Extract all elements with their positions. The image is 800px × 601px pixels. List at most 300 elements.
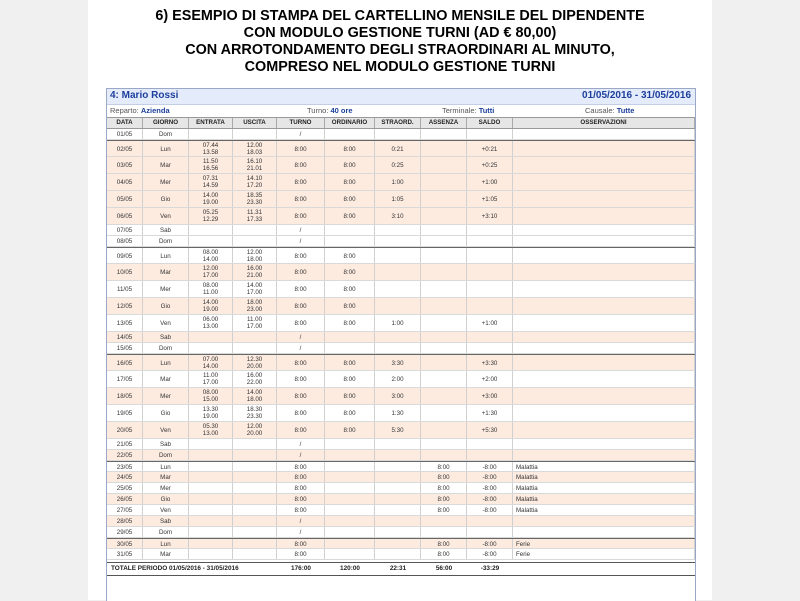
cell-text: 8:00 <box>294 196 307 203</box>
cell-ordinario <box>325 332 375 342</box>
cell-turno <box>277 483 325 493</box>
cell-turno <box>277 549 325 559</box>
cell-turno <box>277 191 325 207</box>
time-value: 18.35 <box>246 192 263 199</box>
cell-entrata <box>189 298 233 314</box>
time-value: 13.00 <box>202 430 219 437</box>
cell-data <box>107 332 143 342</box>
cell-uscita <box>233 225 277 235</box>
cell-text: 8:00 <box>294 541 307 548</box>
cell-saldo <box>467 343 513 353</box>
cell-text: Gio <box>160 410 171 417</box>
time-value: 05.30 <box>202 423 219 430</box>
cell-text: Sab <box>159 334 171 341</box>
cell-text: Malattia <box>516 507 538 514</box>
cell-text: Sab <box>159 227 171 234</box>
cell-ordinario <box>325 236 375 246</box>
table-row <box>107 422 695 439</box>
cell-text: 1:30 <box>391 410 404 417</box>
cell-straord <box>375 281 421 297</box>
cell-uscita <box>233 157 277 173</box>
cell-ordinario <box>325 264 375 280</box>
cell-straord <box>375 174 421 190</box>
cell-text: 8:00 <box>343 427 356 434</box>
cell-entrata <box>189 236 233 246</box>
cell-text: 8:00 <box>343 320 356 327</box>
time-value: 19.00 <box>202 306 219 313</box>
cell-text: 8:00 <box>437 496 450 503</box>
cell-giorno <box>143 527 189 537</box>
cell-data <box>107 494 143 504</box>
cell-giorno <box>143 225 189 235</box>
time-value: 13.00 <box>202 323 219 330</box>
cell-assenza <box>421 191 467 207</box>
cell-data <box>107 422 143 438</box>
cell-giorno <box>143 539 189 548</box>
cell-text: / <box>299 334 302 341</box>
cell-ordinario <box>325 141 375 156</box>
time-value: 19.00 <box>202 199 219 206</box>
cell-text: 18/05 <box>116 393 133 400</box>
cell-osservazioni <box>513 298 695 314</box>
cell-text: 05/05 <box>116 196 133 203</box>
cell-uscita <box>233 332 277 342</box>
time-value: 16.00 <box>246 372 263 379</box>
cell-assenza <box>421 527 467 537</box>
terminale-value: Tutti <box>478 106 495 115</box>
cell-entrata <box>189 191 233 207</box>
cell-giorno <box>143 355 189 370</box>
cell-text: Lun <box>160 541 171 548</box>
time-value: 14.00 <box>246 282 263 289</box>
cell-ordinario <box>325 549 375 559</box>
cell-text: 09/05 <box>116 253 133 260</box>
cell-text: 8:00 <box>294 551 307 558</box>
table-row <box>107 247 695 264</box>
cell-saldo <box>467 264 513 280</box>
cell-data <box>107 483 143 493</box>
cell-assenza <box>421 281 467 297</box>
column-header-osservazioni: OSSERVAZIONI <box>513 118 695 128</box>
cell-text: Mar <box>160 551 171 558</box>
cell-osservazioni <box>513 439 695 449</box>
cell-uscita <box>233 281 277 297</box>
cell-data <box>107 462 143 471</box>
cell-text: 8:00 <box>343 196 356 203</box>
cell-assenza <box>421 129 467 139</box>
cell-turno <box>277 129 325 139</box>
filters-bar <box>107 105 695 115</box>
cell-straord <box>375 371 421 387</box>
cell-giorno <box>143 129 189 139</box>
cell-osservazioni <box>513 505 695 515</box>
time-value: 05.25 <box>202 209 219 216</box>
cell-text: +0:25 <box>481 162 498 169</box>
cell-text: -8:00 <box>482 541 497 548</box>
cell-entrata <box>189 422 233 438</box>
cell-data <box>107 174 143 190</box>
cell-text: Dom <box>158 529 173 536</box>
time-value: 13.58 <box>202 149 219 156</box>
cell-text: 8:00 <box>294 496 307 503</box>
cell-osservazioni <box>513 343 695 353</box>
cell-text: Dom <box>158 131 173 138</box>
cell-turno <box>277 371 325 387</box>
cell-entrata <box>189 157 233 173</box>
heading-line-3: CON ARROTONDAMENTO DEGLI STRAORDINARI AL MINUTO, <box>185 42 615 58</box>
cell-text: 24/05 <box>116 474 133 481</box>
cell-text: / <box>299 518 302 525</box>
cell-straord <box>375 236 421 246</box>
cell-saldo <box>467 315 513 331</box>
cell-ordinario <box>325 388 375 404</box>
cell-ordinario <box>325 450 375 460</box>
cell-data <box>107 450 143 460</box>
filter-terminale <box>442 106 494 115</box>
time-value: 08.00 <box>202 389 219 396</box>
table-row <box>107 483 695 494</box>
cell-text: 15/05 <box>116 345 133 352</box>
cell-data <box>107 388 143 404</box>
cell-text: 8:00 <box>343 253 356 260</box>
table-row <box>107 332 695 343</box>
cell-data <box>107 539 143 548</box>
cell-text: 1:00 <box>391 320 404 327</box>
cell-text: 0:25 <box>391 162 404 169</box>
cell-text: +1:00 <box>481 320 498 327</box>
cell-ordinario <box>325 225 375 235</box>
cell-text: 22/05 <box>116 452 133 459</box>
cell-text: Ven <box>160 213 171 220</box>
cell-uscita <box>233 472 277 482</box>
employee-name: 4: Mario Rossi <box>110 90 179 101</box>
cell-text: Malattia <box>516 485 538 492</box>
cell-giorno <box>143 191 189 207</box>
cell-text: 14/05 <box>116 334 133 341</box>
cell-osservazioni <box>513 494 695 504</box>
cell-straord <box>375 516 421 526</box>
cell-saldo <box>467 355 513 370</box>
cell-data <box>107 129 143 139</box>
cell-assenza <box>421 208 467 224</box>
cell-straord <box>375 315 421 331</box>
cell-text: 8:00 <box>437 464 450 471</box>
cell-text: -8:00 <box>482 485 497 492</box>
cell-straord <box>375 157 421 173</box>
cell-turno <box>277 439 325 449</box>
cell-uscita <box>233 422 277 438</box>
cell-giorno <box>143 505 189 515</box>
cell-text: 26/05 <box>116 496 133 503</box>
cell-text: 8:00 <box>294 179 307 186</box>
cell-data <box>107 505 143 515</box>
cell-straord <box>375 505 421 515</box>
cell-osservazioni <box>513 208 695 224</box>
turno-value: 40 ore <box>330 106 353 115</box>
cell-assenza <box>421 472 467 482</box>
cell-turno <box>277 343 325 353</box>
table-row <box>107 494 695 505</box>
time-value: 20.00 <box>246 363 263 370</box>
column-header-entrata: ENTRATA <box>189 118 233 128</box>
cell-text: 8:00 <box>294 213 307 220</box>
cell-text: 11/05 <box>116 286 133 293</box>
cell-text: 8:00 <box>343 393 356 400</box>
cell-turno <box>277 388 325 404</box>
cell-ordinario <box>325 462 375 471</box>
time-value: 13.30 <box>202 406 219 413</box>
cell-straord <box>375 141 421 156</box>
cell-text: 8:00 <box>343 179 356 186</box>
cell-osservazioni <box>513 157 695 173</box>
table-row <box>107 439 695 450</box>
cell-text: Mer <box>160 286 171 293</box>
cell-saldo <box>467 405 513 421</box>
timesheet-card <box>106 88 696 601</box>
filter-causale <box>585 106 634 115</box>
cell-giorno <box>143 332 189 342</box>
cell-giorno <box>143 281 189 297</box>
cell-text: Lun <box>160 464 171 471</box>
cell-straord <box>375 129 421 139</box>
cell-uscita <box>233 462 277 471</box>
time-value: 08.00 <box>202 282 219 289</box>
cell-text: 8:00 <box>437 474 450 481</box>
cell-straord <box>375 225 421 235</box>
cell-text: +3:00 <box>481 393 498 400</box>
time-value: 11.00 <box>202 289 219 296</box>
cell-turno <box>277 472 325 482</box>
cell-giorno <box>143 315 189 331</box>
cell-entrata <box>189 332 233 342</box>
cell-text: -8:00 <box>482 464 497 471</box>
cell-giorno <box>143 248 189 263</box>
cell-uscita <box>233 483 277 493</box>
cell-giorno <box>143 388 189 404</box>
column-header-giorno: GIORNO <box>143 118 189 128</box>
cell-entrata <box>189 208 233 224</box>
cell-uscita <box>233 516 277 526</box>
cell-uscita <box>233 371 277 387</box>
cell-text: / <box>299 529 302 536</box>
cell-text: / <box>299 227 302 234</box>
cell-osservazioni <box>513 264 695 280</box>
time-value: 14.00 <box>246 389 263 396</box>
time-value: 17.00 <box>202 379 219 386</box>
cell-text: 8:00 <box>294 320 307 327</box>
terminale-label: Terminale: <box>442 106 477 115</box>
cell-saldo <box>467 225 513 235</box>
cell-text: Dom <box>158 345 173 352</box>
cell-text: Lun <box>160 360 171 367</box>
cell-turno <box>277 157 325 173</box>
cell-saldo <box>467 298 513 314</box>
cell-data <box>107 315 143 331</box>
cell-text: 8:00 <box>437 551 450 558</box>
cell-giorno <box>143 157 189 173</box>
column-header-uscita: USCITA <box>233 118 277 128</box>
cell-text: 8:00 <box>437 507 450 514</box>
cell-uscita <box>233 315 277 331</box>
cell-osservazioni <box>513 462 695 471</box>
cell-assenza <box>421 157 467 173</box>
cell-ordinario <box>325 527 375 537</box>
employee-header <box>107 89 695 105</box>
cell-saldo <box>467 191 513 207</box>
time-value: 18.30 <box>246 406 263 413</box>
cell-assenza <box>421 298 467 314</box>
cell-uscita <box>233 191 277 207</box>
cell-data <box>107 472 143 482</box>
cell-giorno <box>143 371 189 387</box>
time-value: 07.31 <box>202 175 219 182</box>
cell-osservazioni <box>513 371 695 387</box>
cell-turno <box>277 539 325 548</box>
cell-text: 17/05 <box>116 376 133 383</box>
cell-text: 5:30 <box>391 427 404 434</box>
cell-saldo <box>467 248 513 263</box>
cell-saldo <box>467 141 513 156</box>
cell-text: +1:30 <box>481 410 498 417</box>
table-row <box>107 129 695 140</box>
cell-giorno <box>143 208 189 224</box>
cell-text: Dom <box>158 238 173 245</box>
cell-uscita <box>233 298 277 314</box>
table-row <box>107 191 695 208</box>
cell-turno <box>277 505 325 515</box>
table-row <box>107 505 695 516</box>
cell-assenza <box>421 450 467 460</box>
cell-saldo <box>467 472 513 482</box>
cell-entrata <box>189 141 233 156</box>
cell-text: +3:10 <box>481 213 498 220</box>
cell-text: / <box>299 345 302 352</box>
cell-straord <box>375 527 421 537</box>
cell-saldo <box>467 422 513 438</box>
time-value: 14.10 <box>246 175 263 182</box>
cell-entrata <box>189 549 233 559</box>
cell-entrata <box>189 505 233 515</box>
cell-text: 08/05 <box>116 238 133 245</box>
cell-data <box>107 157 143 173</box>
total-label: TOTALE PERIODO 01/05/2016 - 31/05/2016 <box>111 565 239 572</box>
cell-osservazioni <box>513 483 695 493</box>
cell-text: 8:00 <box>294 427 307 434</box>
cell-text: Mer <box>160 179 171 186</box>
total-row <box>107 562 695 576</box>
cell-straord <box>375 422 421 438</box>
cell-giorno <box>143 264 189 280</box>
cell-text: 8:00 <box>343 162 356 169</box>
cell-entrata <box>189 388 233 404</box>
cell-saldo <box>467 129 513 139</box>
cell-saldo <box>467 462 513 471</box>
cell-text: 20/05 <box>116 427 133 434</box>
cell-osservazioni <box>513 236 695 246</box>
cell-text: Mer <box>160 485 171 492</box>
cell-ordinario <box>325 298 375 314</box>
table-row <box>107 388 695 405</box>
cell-assenza <box>421 462 467 471</box>
cell-text: 8:00 <box>294 393 307 400</box>
time-value: 16.10 <box>246 158 263 165</box>
time-value: 23.30 <box>246 413 263 420</box>
cell-text: -8:00 <box>482 474 497 481</box>
cell-text: Mar <box>160 269 171 276</box>
cell-saldo <box>467 527 513 537</box>
time-value: 14.00 <box>202 363 219 370</box>
cell-saldo <box>467 371 513 387</box>
table-row <box>107 343 695 354</box>
table-row <box>107 405 695 422</box>
cell-text: 8:00 <box>294 507 307 514</box>
cell-giorno <box>143 422 189 438</box>
cell-ordinario <box>325 483 375 493</box>
cell-straord <box>375 264 421 280</box>
cell-entrata <box>189 174 233 190</box>
cell-giorno <box>143 141 189 156</box>
time-value: 12.30 <box>246 356 263 363</box>
cell-straord <box>375 298 421 314</box>
cell-saldo <box>467 505 513 515</box>
cell-text: 28/05 <box>116 518 133 525</box>
time-value: 23.30 <box>246 199 263 206</box>
total-saldo: -33:29 <box>480 565 500 572</box>
cell-straord <box>375 494 421 504</box>
time-value: 16.56 <box>202 165 219 172</box>
causale-label: Causale: <box>585 106 615 115</box>
table-row <box>107 236 695 247</box>
cell-text: 8:00 <box>294 253 307 260</box>
cell-entrata <box>189 371 233 387</box>
cell-assenza <box>421 225 467 235</box>
time-value: 12.00 <box>246 249 263 256</box>
cell-giorno <box>143 483 189 493</box>
cell-text: 8:00 <box>294 376 307 383</box>
table-row <box>107 354 695 371</box>
cell-assenza <box>421 371 467 387</box>
cell-saldo <box>467 157 513 173</box>
cell-data <box>107 225 143 235</box>
cell-text: 8:00 <box>294 303 307 310</box>
cell-assenza <box>421 236 467 246</box>
column-header-straord: STRAORD. <box>375 118 421 128</box>
cell-text: 8:00 <box>294 269 307 276</box>
cell-giorno <box>143 236 189 246</box>
time-value: 12.00 <box>246 423 263 430</box>
cell-entrata <box>189 462 233 471</box>
cell-turno <box>277 208 325 224</box>
cell-straord <box>375 343 421 353</box>
cell-text: 8:00 <box>294 410 307 417</box>
total-turno: 176:00 <box>291 565 311 572</box>
cell-text: 02/05 <box>116 146 133 153</box>
cell-turno <box>277 332 325 342</box>
cell-ordinario <box>325 248 375 263</box>
cell-giorno <box>143 516 189 526</box>
cell-turno <box>277 527 325 537</box>
time-value: 07.00 <box>202 356 219 363</box>
total-ordinario: 120:00 <box>340 565 360 572</box>
cell-ordinario <box>325 472 375 482</box>
cell-text: 06/05 <box>116 213 133 220</box>
cell-saldo <box>467 174 513 190</box>
cell-assenza <box>421 539 467 548</box>
time-value: 11.00 <box>202 372 219 379</box>
cell-ordinario <box>325 281 375 297</box>
cell-turno <box>277 315 325 331</box>
cell-turno <box>277 225 325 235</box>
